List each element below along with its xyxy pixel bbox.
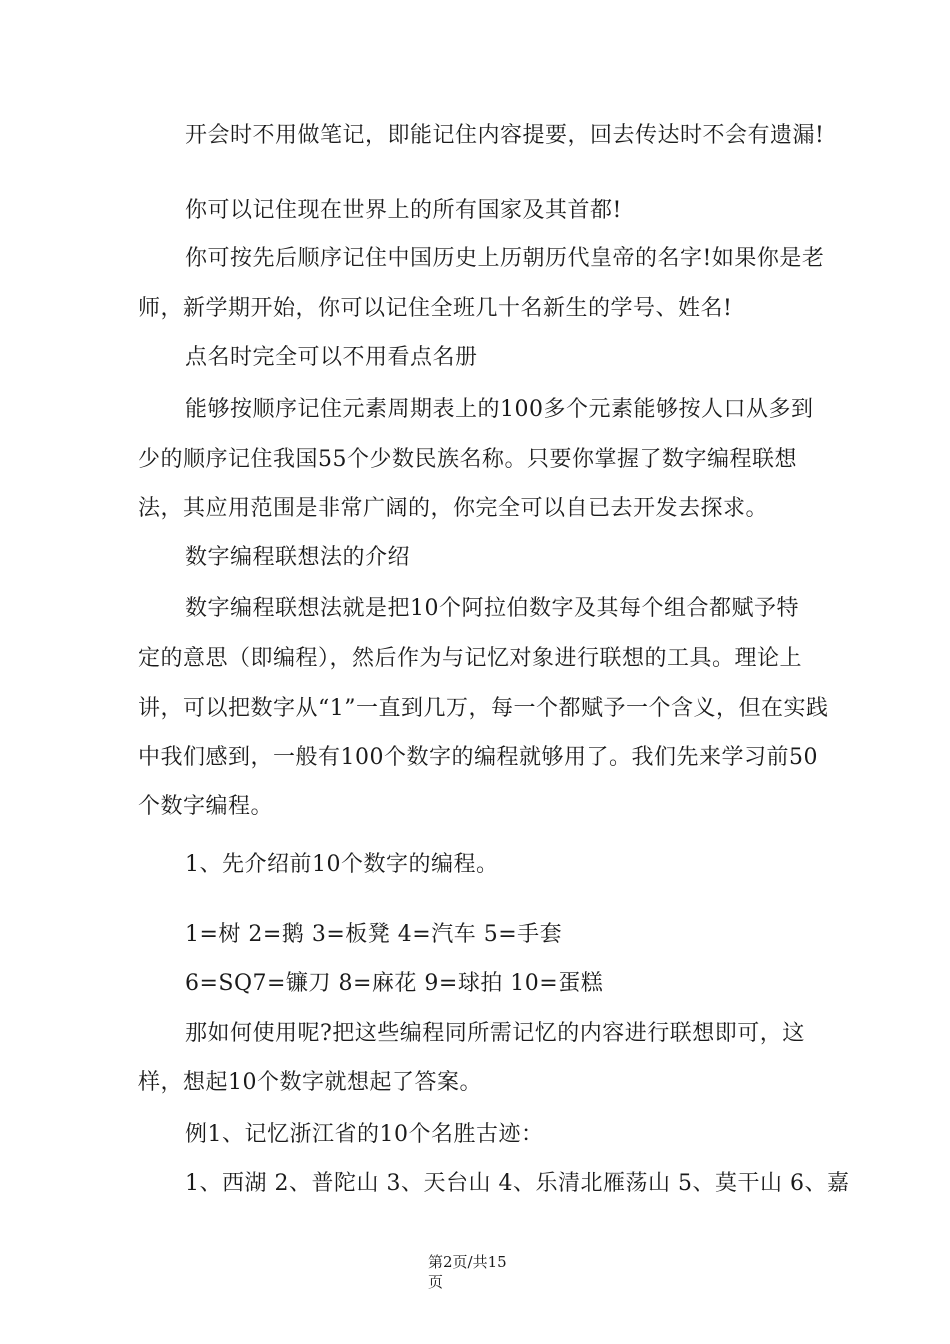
text-line-12: 讲，可以把数字从“1”一直到几万，每一个都赋予一个含义，但在实践 xyxy=(138,696,829,721)
text-line-21: 1、西湖 2、普陀山 3、天台山 4、乐清北雁荡山 5、莫干山 6、嘉 xyxy=(185,1171,850,1196)
text-line-2: 你可以记住现在世界上的所有国家及其首都! xyxy=(185,198,622,223)
text-line-7: 少的顺序记住我国55个少数民族名称。只要你掌握了数字编程联想 xyxy=(138,447,797,472)
text-line-1: 开会时不用做笔记，即能记住内容提要，回去传达时不会有遗漏! xyxy=(185,123,825,148)
text-line-17: 6=SQ7=镰刀 8=麻花 9=球拍 10=蛋糕 xyxy=(185,971,604,996)
text-line-19: 样，想起10个数字就想起了答案。 xyxy=(138,1070,482,1095)
text-line-3: 你可按先后顺序记住中国历史上历朝历代皇帝的名字!如果你是老 xyxy=(185,246,825,271)
text-line-14: 个数字编程。 xyxy=(138,794,274,819)
text-line-18: 那如何使用呢?把这些编程同所需记忆的内容进行联想即可，这 xyxy=(185,1021,805,1046)
text-line-8: 法，其应用范围是非常广阔的，你完全可以自已去开发去探求。 xyxy=(138,496,769,521)
text-line-16: 1=树 2=鹅 3=板凳 4=汽车 5=手套 xyxy=(185,922,563,947)
page-number-line-2: 页 xyxy=(428,1273,444,1291)
section-heading: 数字编程联想法的介绍 xyxy=(185,545,411,570)
text-line-10: 数字编程联想法就是把10个阿拉伯数字及其每个组合都赋予特 xyxy=(185,596,799,621)
text-line-6: 能够按顺序记住元素周期表上的100多个元素能够按人口从多到 xyxy=(185,397,814,422)
text-line-20: 例1、记忆浙江省的10个名胜古迹： xyxy=(185,1122,544,1147)
text-line-11: 定的意思（即编程），然后作为与记忆对象进行联想的工具。理论上 xyxy=(138,646,803,671)
text-line-13: 中我们感到，一般有100个数字的编程就够用了。我们先来学习前50 xyxy=(138,745,818,770)
text-line-5: 点名时完全可以不用看点名册 xyxy=(185,345,478,370)
text-line-15: 1、先介绍前10个数字的编程。 xyxy=(185,852,499,877)
page-number-line-1: 第2页/共15 xyxy=(428,1253,507,1271)
text-line-4: 师，新学期开始，你可以记住全班几十名新生的学号、姓名! xyxy=(138,296,733,321)
